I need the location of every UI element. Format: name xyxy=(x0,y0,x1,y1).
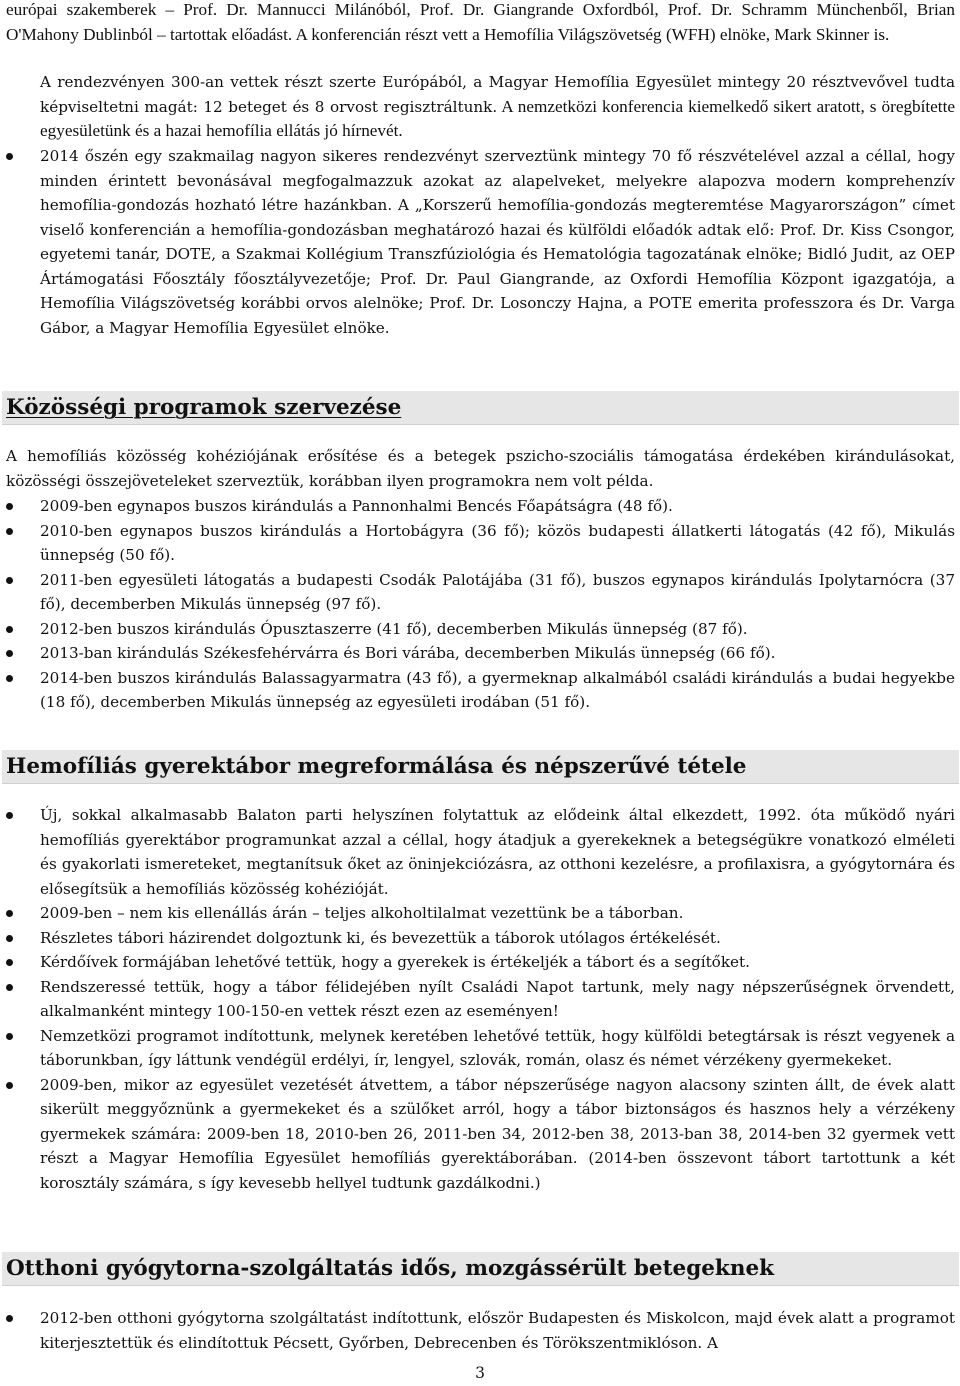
community-list xyxy=(6,494,955,715)
page-number: 3 xyxy=(475,1364,485,1382)
bullet-icon xyxy=(6,812,13,819)
list-item xyxy=(6,926,955,951)
bullet-text: 2010-ben egynapos buszos kirándulás a Hortobágyra (36 fő); közös budapesti állatkerti látogatás (42 fő), Mikulás ünnepség (50 fő). xyxy=(40,521,955,564)
bullet-icon xyxy=(6,528,13,535)
conference-paragraph xyxy=(40,70,955,144)
list-item xyxy=(6,1024,955,1073)
list-item xyxy=(6,666,955,715)
section-title: Hemofíliás gyerektábor megreformálása és népszerűvé tétele xyxy=(6,754,747,779)
bullet-text: 2013-ban kirándulás Székesfehérvárra és Bori várába, decemberben Mikulás ünnepség (66 fő). xyxy=(40,644,776,662)
section-title: Közösségi programok szervezése xyxy=(6,395,402,420)
list-item xyxy=(6,901,955,926)
list-item xyxy=(6,1306,955,1355)
camp-list xyxy=(6,803,955,1195)
bullet-text: 2009-ben egynapos buszos kirándulás a Pannonhalmi Bencés Főapátságra (48 fő). xyxy=(40,497,673,515)
list-item xyxy=(6,641,955,666)
bullet-icon xyxy=(6,675,13,682)
section-heading-community xyxy=(2,391,959,425)
list-item xyxy=(6,568,955,617)
bullet-text: 2014 őszén egy szakmailag nagyon sikeres rendezvényt szerveztünk mintegy 70 fő részvételével azzal a céllal, hogy minden érintett bevonásával megfogalmazzuk azokat az alapelveket, melyekre alapozva modern komprehenzív hemofília-gondozás hozható létre hazánkban. A „Korszerű hemofília-gondozás megteremtése Magyarországon” címet viselő konferencián a hemofília-gondozásban meghatározó hazai és külföldi előadók adtak elő: Prof. Dr. Kiss Csongor, egyetemi tanár, DOTE, a Szakmai Kollégium Transzfúziológia és Hematológia tagozatának elnöke; Bidló Judit, az OEP Ártámogatási Főosztály főosztályvezetője; Prof. Dr. Paul Giangrande, az Oxfordi Hemofília Központ igazgatója, a Hemofília Világszövetség korábbi orvos alelnöke; Prof. Dr. Losonczy Hajna, a POTE emerita professzora és Dr. Varga Gábor, a Magyar Hemofília Egyesület elnöke. xyxy=(40,147,955,337)
bullet-list-2014 xyxy=(6,144,955,340)
bullet-icon xyxy=(6,1033,13,1040)
community-intro xyxy=(6,444,955,493)
bullet-icon xyxy=(6,577,13,584)
bullet-text: 2009-ben – nem kis ellenállás árán – teljes alkoholtilalmat vezettünk be a táborban. xyxy=(40,904,684,922)
section-heading-camp xyxy=(2,750,959,784)
list-item xyxy=(6,950,955,975)
bullet-text: Részletes tábori házirendet dolgoztunk ki, és bevezettük a táborok utólagos értékelését. xyxy=(40,928,721,947)
bullet-text: 2014-ben buszos kirándulás Balassagyarmatra (43 fő), a gyermeknap alkalmából családi kirándulás a budai hegyekbe (18 fő), decemberben Mikulás ünnepség az egyesületi irodában (51 fő). xyxy=(40,668,955,711)
section-heading-home xyxy=(2,1252,959,1286)
bullet-icon xyxy=(6,626,13,633)
bullet-icon xyxy=(6,910,13,917)
bullet-text: 2012-ben buszos kirándulás Ópusztaszerre (41 fő), decemberben Mikulás ünnepség (87 fő). xyxy=(40,619,748,638)
conference-text-part1: A rendezvényen 300-an vettek részt szerte Európából, a Magyar Hemofília Egyesület mintegy 20 résztvevővel tudta képviseltetni magát: 12 beteget és 8 orvost regisztráltunk. xyxy=(40,73,955,116)
bullet-icon xyxy=(6,1315,13,1322)
bullet-icon xyxy=(6,1082,13,1089)
bullet-text: 2012-ben otthoni gyógytorna szolgáltatást indítottunk, először Budapesten és Miskolcon, majd évek alatt a programot kiterjesztettük és elindítottuk Pécsett, Győrben, Debrecenben és Törökszentmiklóson. A xyxy=(40,1309,955,1352)
bullet-text: 2011-ben egyesületi látogatás a budapesti Csodák Palotájába (31 fő), buszos egynapos kirándulás Ipolytarnócra (37 fő), decemberben Mikulás ünnepség (97 fő). xyxy=(40,570,955,613)
community-intro-text: A hemofíliás közösség kohéziójának erősítése és a betegek pszicho-szociális támogatása érdekében kirándulásokat, közösségi összejöveteleket szerveztük, korábban ilyen programokra nem volt példa. xyxy=(6,447,955,490)
bullet-text: 2009-ben, mikor az egyesület vezetését átvettem, a tábor népszerűsége nagyon alacsony szinten állt, de évek alatt sikerült meggyőznünk a gyermekeket és a szülőket arról, hogy a tábor biztonságos és hasznos hely a vérzékeny gyermekek számára: 2009-ben 18, 2010-ben 26, 2011-ben 34, 2012-ben 38, 2013-ban 38, 2014-ben 32 gyermek vett részt a Magyar Hemofília Egyesület hemofíliás gyerektáborában. (2014-ben összevont tábort tartottunk a két korosztály számára, s így kevesebb hellyel tudtunk gazdálkodni.) xyxy=(40,1075,955,1192)
bullet-icon xyxy=(6,650,13,657)
list-item xyxy=(6,144,955,340)
section-title: Otthoni gyógytorna-szolgáltatás idős, mozgássérült betegeknek xyxy=(6,1256,775,1281)
home-list xyxy=(6,1306,955,1355)
bullet-icon xyxy=(6,503,13,510)
list-item xyxy=(6,494,955,519)
conference-text-part2: A nemzetközi konferencia kiemelkedő sikert aratott, s öregbítette egyesületünk és a hazai hemofília ellátás jó hírnevét. xyxy=(40,96,955,140)
bullet-icon xyxy=(6,153,13,160)
bullet-icon xyxy=(6,935,13,942)
bullet-text: Kérdőívek formájában lehetővé tettük, hogy a gyerekek is értékeljék a tábort és a segítőket. xyxy=(40,953,750,971)
bullet-text: Nemzetközi programot indítottunk, melynek keretében lehetővé tettük, hogy külföldi betegtársak is részt vegyenek a táborunkban, így láttunk vendégül erdélyi, ír, lengyel, szlovák, román, olasz és német vérzékeny gyermekeket. xyxy=(40,1026,955,1069)
bullet-text: Új, sokkal alkalmasabb Balaton parti helyszínen folytattuk az elődeink által elkezdett, 1992. óta működő nyári hemofíliás gyerektábor programunkat azzal a céllal, hogy átadjuk a gyerekeknek a betegségükre vonatkozó elméleti és gyakorlati ismereteket, megtanítsuk őket az öninjekciózásra, az otthoni kezelésre, a profilaxisra, a gyógytornára és elősegítsük a hemofíliás közösség kohézióját. xyxy=(40,806,955,898)
list-item xyxy=(6,975,955,1024)
intro-paragraph xyxy=(6,0,955,47)
intro-text: európai szakemberek – Prof. Dr. Mannucci Milánóból, Prof. Dr. Giangrande Oxfordból, Prof. Dr. Schramm Münchenből, Brian O'Mahony Dublinból – tartottak előadást. A konferencián részt vett a Hemofília Világszövetség (WFH) elnöke, Mark Skinner is. xyxy=(6,0,955,44)
list-item xyxy=(6,519,955,568)
bullet-icon xyxy=(6,984,13,991)
bullet-icon xyxy=(6,959,13,966)
bullet-text: Rendszeressé tettük, hogy a tábor félidejében nyílt Családi Napot tartunk, mely nagy népszerűségnek örvendett, alkalmanként mintegy 100-150-en vettek részt ezen az eseményen! xyxy=(40,977,955,1020)
list-item xyxy=(6,803,955,901)
list-item xyxy=(6,617,955,642)
list-item xyxy=(6,1073,955,1196)
